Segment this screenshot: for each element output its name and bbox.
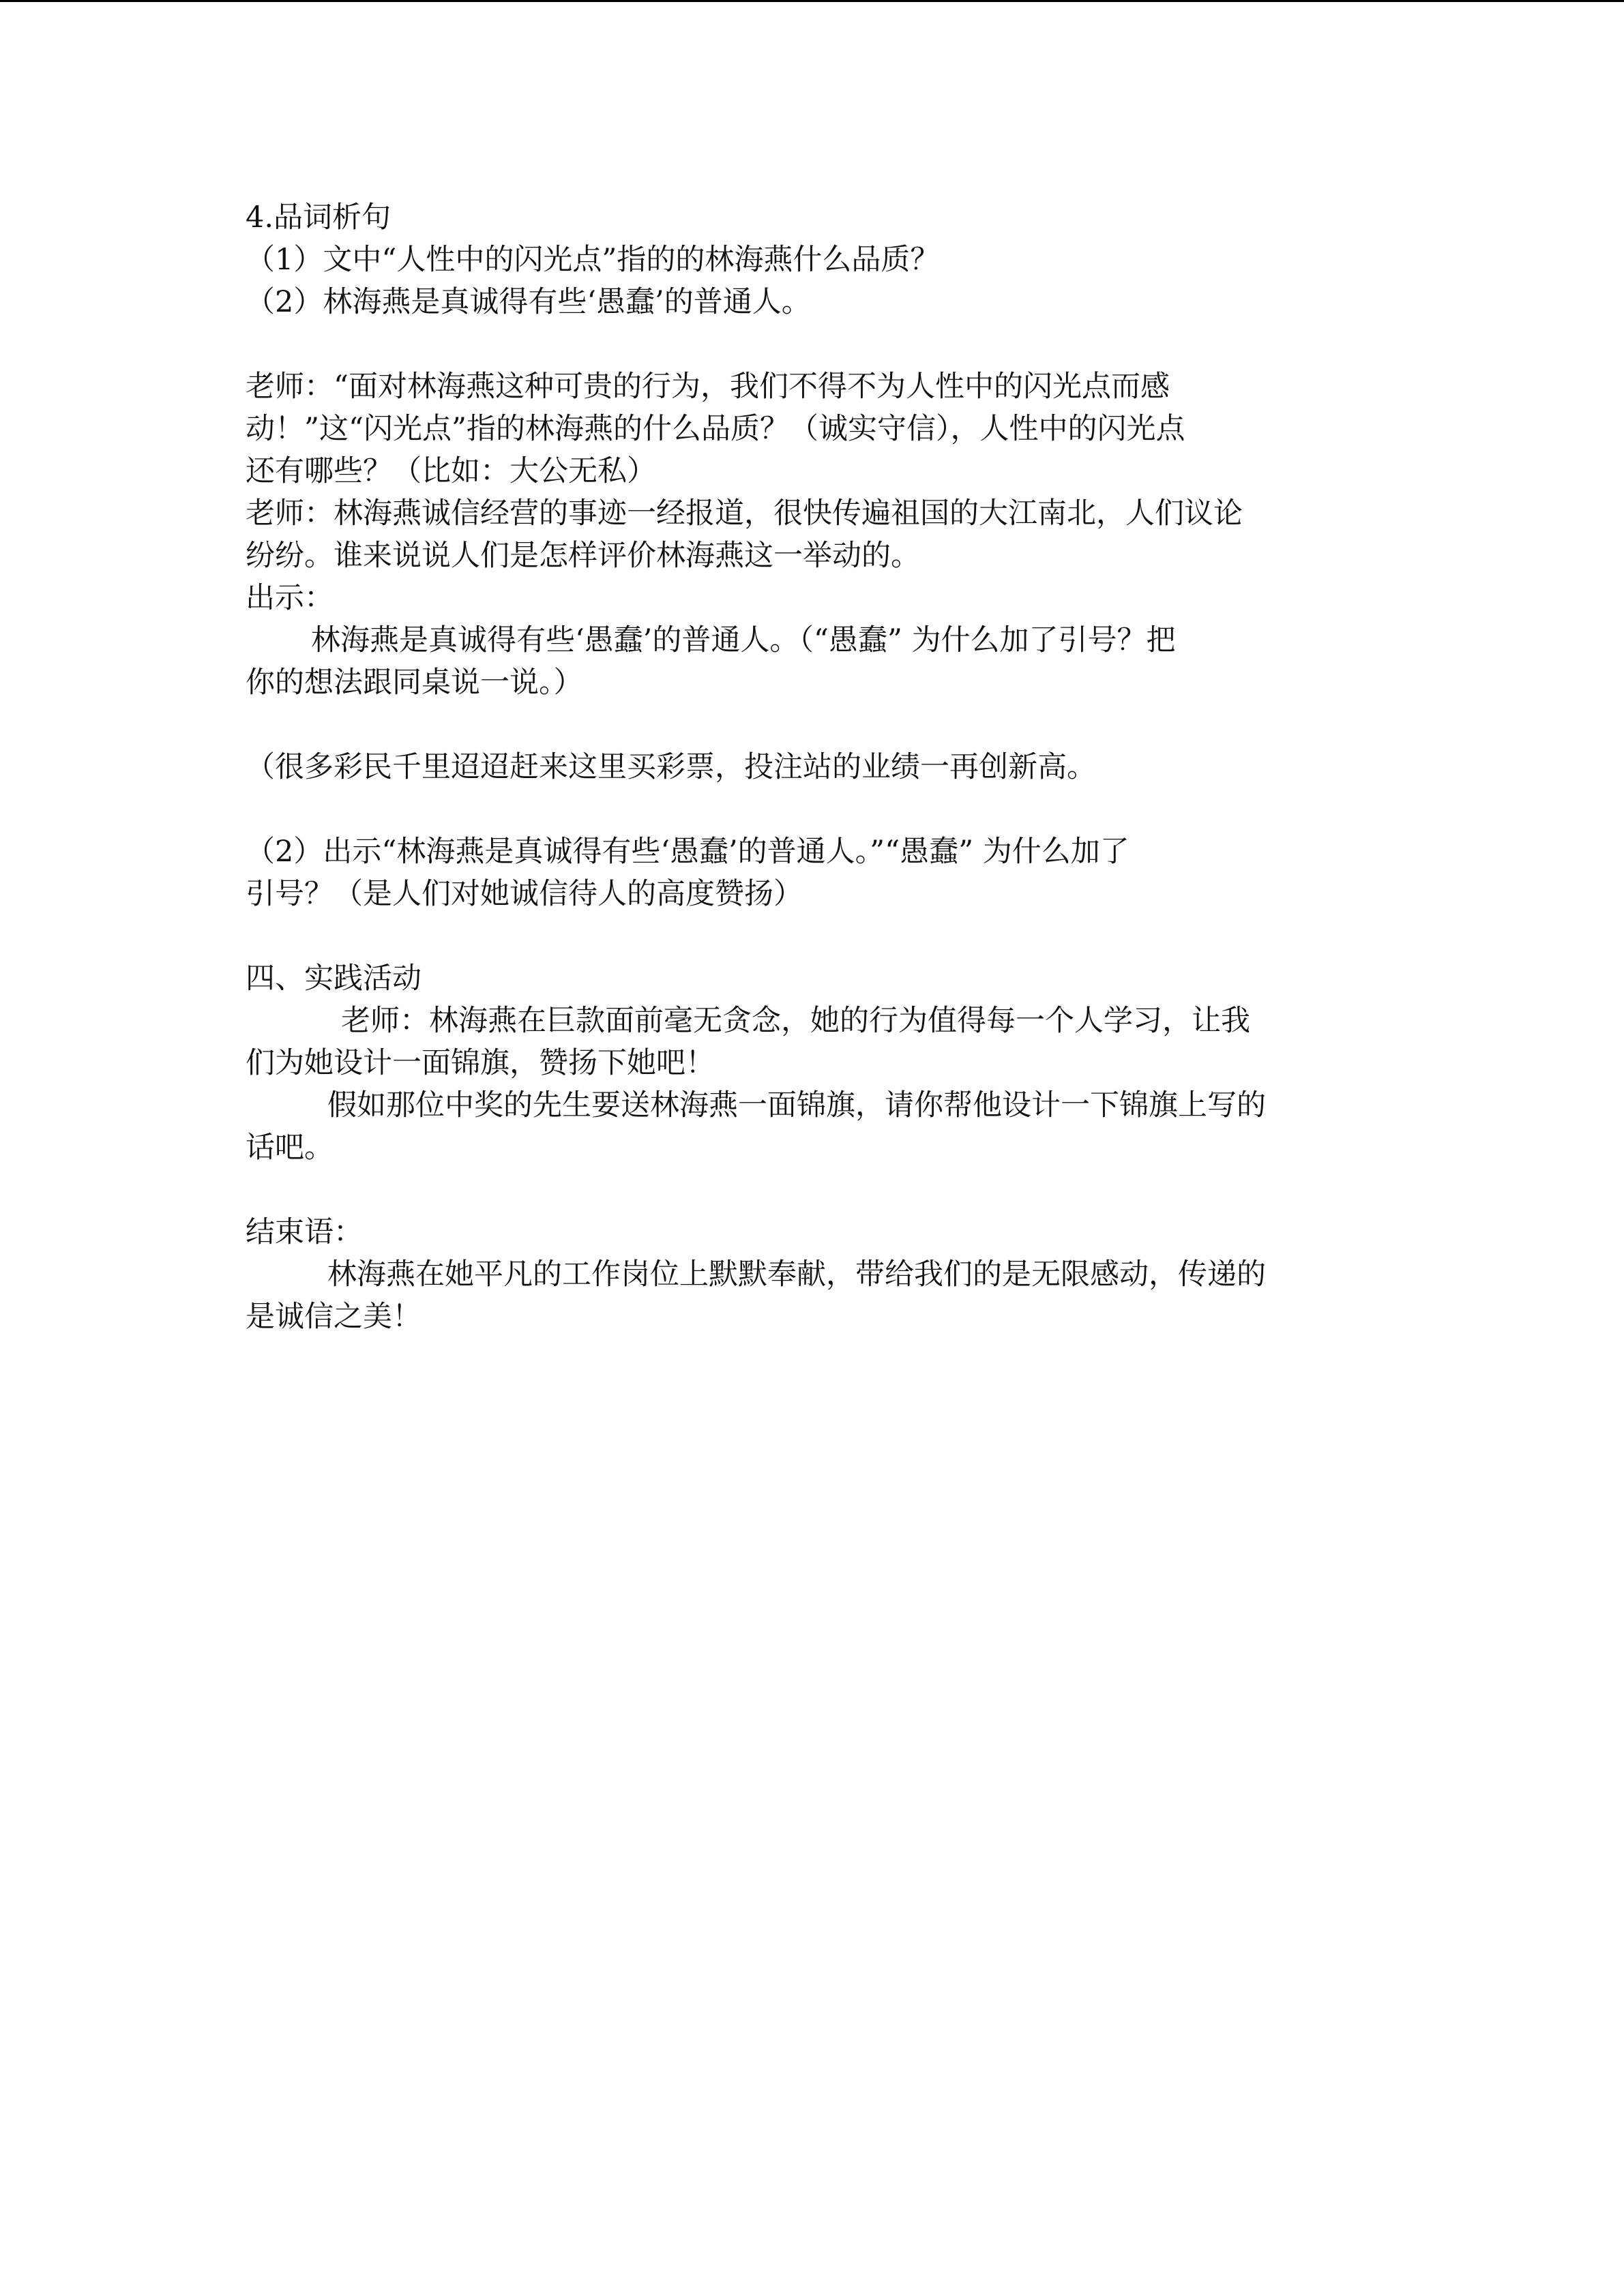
blank-line <box>246 1169 1378 1211</box>
question-2b-line-2: 引号？（是人们对她诚信待人的高度赞扬） <box>246 877 803 911</box>
teacher-paragraph-2-line-1: 老师：林海燕诚信经营的事迹一经报道，很快传遍祖国的大江南北，人们议论 <box>246 496 1243 531</box>
teacher-paragraph-2-line-2: 纷纷。谁来说说人们是怎样评价林海燕这一举动的。 <box>246 539 920 573</box>
practice-line-4: 话吧。 <box>246 1131 334 1165</box>
question-1: （1）文中“人性中的闪光点”指的的林海燕什么品质？ <box>246 243 940 277</box>
lottery-note: （很多彩民千里迢迢赶来这里买彩票，投注站的业绩一再创新高。 <box>246 750 1096 784</box>
practice-line-2: 们为她设计一面锦旗，赞扬下她吧！ <box>246 1046 715 1080</box>
document-body <box>246 196 1378 1338</box>
section-heading-word-analysis: 4.品词析句 <box>246 200 392 235</box>
closing-label: 结束语： <box>246 1215 363 1249</box>
closing-line-1: 林海燕在她平凡的工作岗位上默默奉献，带给我们的是无限感动，传递的 <box>327 1257 1266 1292</box>
section-heading-practice: 四、实践活动 <box>246 961 422 996</box>
show-sentence-line-2: 你的想法跟同桌说一说。） <box>246 666 583 700</box>
teacher-paragraph-1-line-3: 还有哪些？（比如：大公无私） <box>246 454 656 488</box>
practice-line-1: 老师：林海燕在巨款面前毫无贪念，她的行为值得每一个人学习，让我 <box>341 1004 1250 1038</box>
practice-line-3: 假如那位中奖的先生要送林海燕一面锦旗，请你帮他设计一下锦旗上写的 <box>327 1088 1266 1122</box>
blank-line <box>246 788 1378 831</box>
teacher-paragraph-1-line-1: 老师：“面对林海燕这种可贵的行为，我们不得不为人性中的闪光点而感 <box>246 370 1170 404</box>
blank-line <box>246 704 1378 746</box>
question-2: （2）林海燕是真诚得有些‘愚蠢’的普通人。 <box>246 285 811 319</box>
show-label: 出示： <box>246 581 334 615</box>
teacher-paragraph-1-line-2: 动！”这“闪光点”指的林海燕的什么品质？（诚实守信），人性中的闪光点 <box>246 412 1185 446</box>
question-2b-line-1: （2）出示“林海燕是真诚得有些‘愚蠢’的普通人。”“愚蠢” 为什么加了 <box>246 835 1130 869</box>
blank-line <box>246 915 1378 957</box>
closing-line-2: 是诚信之美！ <box>246 1300 422 1334</box>
show-sentence-line-1: 林海燕是真诚得有些‘愚蠢’的普通人。（“愚蠢” 为什么加了引号？把 <box>311 623 1176 657</box>
blank-line <box>246 323 1378 366</box>
